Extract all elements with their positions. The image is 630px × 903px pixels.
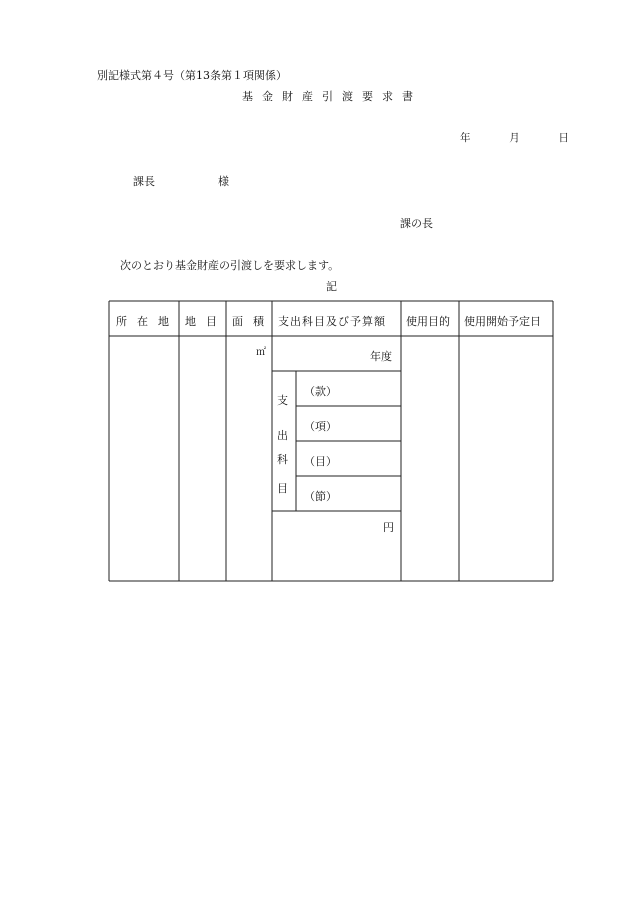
expense-label-1: 支: [277, 394, 288, 407]
expense-item-moku: （目）: [304, 455, 337, 468]
area-unit: ㎡: [256, 347, 266, 358]
date-day: 日: [558, 132, 569, 144]
ki-label: 記: [326, 280, 337, 293]
header-location: 所在地: [116, 315, 179, 328]
addressee: [133, 173, 229, 189]
yen-label: 円: [383, 521, 394, 534]
form-number: 別記様式第４号（第13条第１項関係）: [97, 69, 287, 82]
header-land-category: 地目: [185, 315, 227, 328]
expense-item-kan: （款）: [304, 385, 337, 398]
expense-item-kou: （項）: [304, 420, 337, 433]
addressee-honorific: 様: [218, 175, 229, 188]
fiscal-year-label: 年度: [370, 350, 392, 363]
date-month: 月: [509, 132, 520, 144]
date-year: 年: [460, 132, 471, 144]
expense-label-3: 科: [277, 453, 288, 466]
document-title: 基金財産引渡要求書: [242, 90, 422, 103]
expense-item-setsu: （節）: [304, 490, 337, 503]
expense-label-4: 目: [277, 482, 288, 495]
sender: 課の長: [400, 217, 433, 230]
header-area: 面積: [232, 315, 274, 328]
addressee-title: 課長: [133, 175, 155, 188]
intro-text: 次のとおり基金財産の引渡しを要求します。: [120, 259, 340, 272]
header-start-date: 使用開始予定日: [464, 315, 541, 328]
header-purpose: 使用目的: [406, 315, 450, 328]
expense-label-2: 出: [277, 429, 288, 442]
date-line: [460, 130, 569, 145]
header-budget: 支出科目及び予算額: [278, 315, 386, 328]
